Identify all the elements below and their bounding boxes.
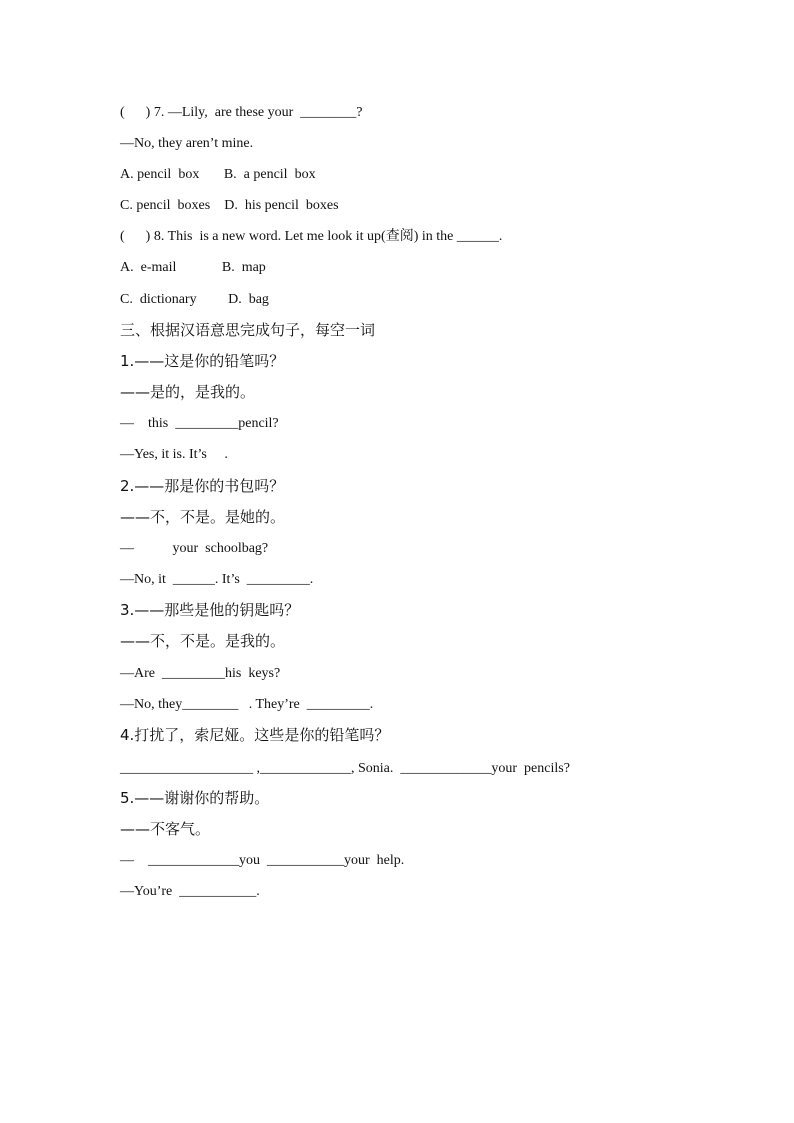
item-3-chinese-answer: ——不，不是。是我的。 — [120, 632, 286, 650]
item-3-english-answer: —No, they________ . They’re _________. — [120, 697, 374, 712]
item-1-chinese-answer: ——是的，是我的。 — [120, 383, 256, 401]
item-5-english-answer: —You’re ___________. — [120, 884, 260, 899]
item-2-chinese-question: 2.——那是你的书包吗？ — [120, 477, 285, 495]
item-3-english-question: —Are _________his keys? — [120, 666, 281, 681]
item-1-english-question: — this _________pencil? — [120, 416, 279, 431]
question-8-options-cd: C. dictionary D. bag — [120, 292, 269, 307]
question-8-options-ab: A. e-mail B. map — [120, 260, 266, 275]
item-2-english-question: — your schoolbag? — [120, 541, 269, 556]
item-5-chinese-question: 5.——谢谢你的帮助。 — [120, 789, 270, 807]
item-4-english: ___________________ ,_____________, Sonia. _____________your pencils? — [120, 761, 570, 776]
question-7-options-ab: A. pencil box B. a pencil box — [120, 167, 316, 182]
question-7-options-cd: C. pencil boxes D. his pencil boxes — [120, 198, 339, 213]
item-1-chinese-question: 1.——这是你的铅笔吗？ — [120, 352, 285, 370]
question-8: ( ) 8. This is a new word. Let me look it up(查阅) in the ______. — [120, 229, 503, 244]
question-7-reply: —No, they aren’t mine. — [120, 136, 254, 151]
item-5-chinese-answer: ——不客气。 — [120, 820, 211, 838]
item-1-english-answer: —Yes, it is. It’s . — [120, 447, 228, 462]
item-2-chinese-answer: ——不，不是。是她的。 — [120, 508, 286, 526]
section-three-heading: 三、根据汉语意思完成句子，每空一词 — [120, 321, 376, 339]
item-2-english-answer: —No, it ______. It’s _________. — [120, 572, 314, 587]
item-3-chinese-question: 3.——那些是他的钥匙吗？ — [120, 601, 300, 619]
question-7: ( ) 7. —Lily, are these your ________? — [120, 105, 363, 120]
item-5-english-question: — _____________you ___________your help. — [120, 853, 405, 868]
item-4-chinese: 4.打扰了，索尼娅。这些是你的铅笔吗？ — [120, 726, 390, 744]
